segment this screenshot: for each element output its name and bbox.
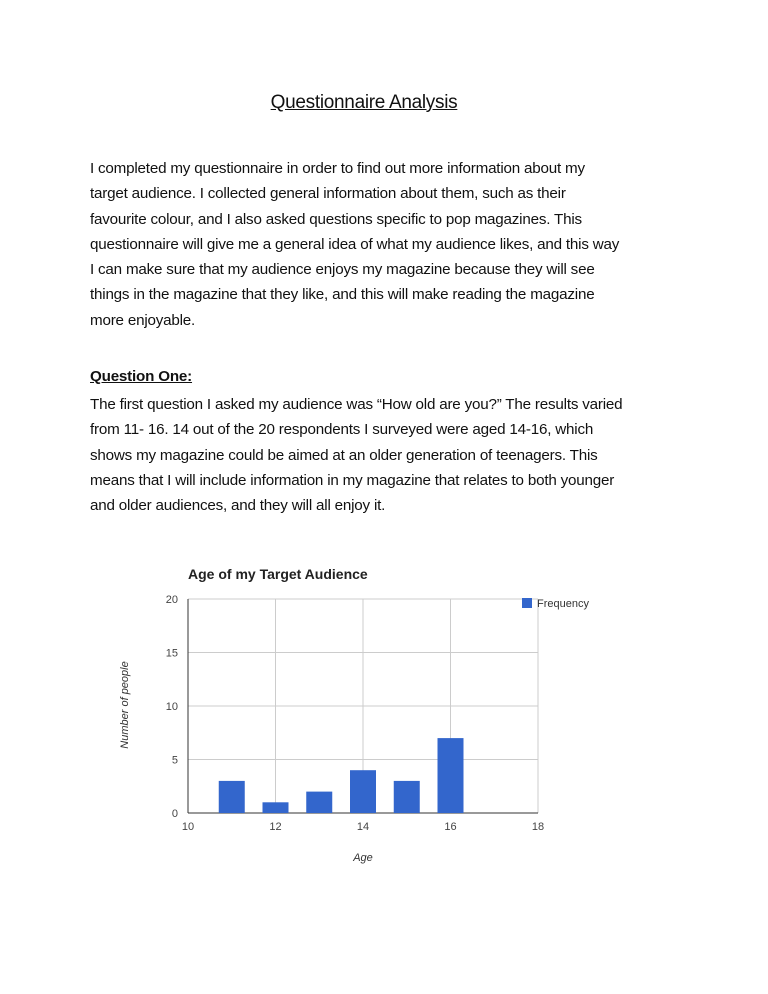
bar-age-16 [438, 738, 464, 813]
intro-paragraph [90, 156, 690, 333]
question-one-paragraph [90, 392, 690, 518]
y-tick-label: 10 [165, 701, 178, 713]
question-one-line: and older audiences, and they will all enjoy it. [90, 497, 386, 515]
x-axis-label: Age [353, 852, 373, 864]
y-tick-label: 20 [165, 594, 178, 606]
y-tick-label: 15 [165, 647, 178, 660]
intro-line: I can make sure that my audience enjoys my magazine because they will see [90, 261, 595, 279]
x-tick-label: 10 [181, 821, 195, 833]
question-one-line: The first question I asked my audience was “How old are you?” The results varied [90, 396, 623, 413]
question-one-line: shows my magazine could be aimed at an older generation of teenagers. This [90, 446, 598, 464]
bar-age-14 [350, 770, 376, 813]
y-tick-label: 5 [171, 754, 178, 767]
x-tick-label: 16 [444, 821, 457, 833]
document-title: Questionnaire Analysis [270, 92, 458, 113]
bar-age-15 [394, 781, 420, 813]
x-tick-label: 14 [356, 821, 370, 833]
bar-age-12 [263, 802, 289, 813]
bar-age-11 [219, 781, 245, 813]
question-one-line: means that I will include information in my magazine that relates to both younger [90, 471, 615, 489]
intro-line: more enjoyable. [90, 311, 196, 329]
intro-line: questionnaire will give me a general idea of what my audience likes, and this way [90, 235, 620, 253]
legend-swatch [522, 598, 532, 608]
age-bar-chart [100, 555, 660, 875]
intro-line: favourite colour, and I also asked questions specific to pop magazines. This [90, 210, 582, 228]
intro-line: target audience. I collected general information about them, such as their [90, 185, 566, 203]
intro-line: things in the magazine that they like, and this will make reading the magazine [90, 286, 595, 304]
question-one-heading: Question One: [90, 368, 193, 385]
y-axis-label: Number of people [119, 661, 131, 749]
x-tick-label: 12 [269, 821, 282, 833]
y-tick-label: 0 [171, 808, 178, 820]
chart-bars [219, 738, 464, 813]
x-tick-label: 18 [531, 821, 545, 833]
chart-title: Age of my Target Audience [188, 566, 368, 582]
legend-label: Frequency [537, 598, 589, 610]
question-one-line: from 11- 16. 14 out of the 20 respondents I surveyed were aged 14-16, which [90, 421, 594, 439]
bar-age-13 [306, 792, 332, 813]
intro-line: I completed my questionnaire in order to find out more information about my [90, 160, 585, 177]
